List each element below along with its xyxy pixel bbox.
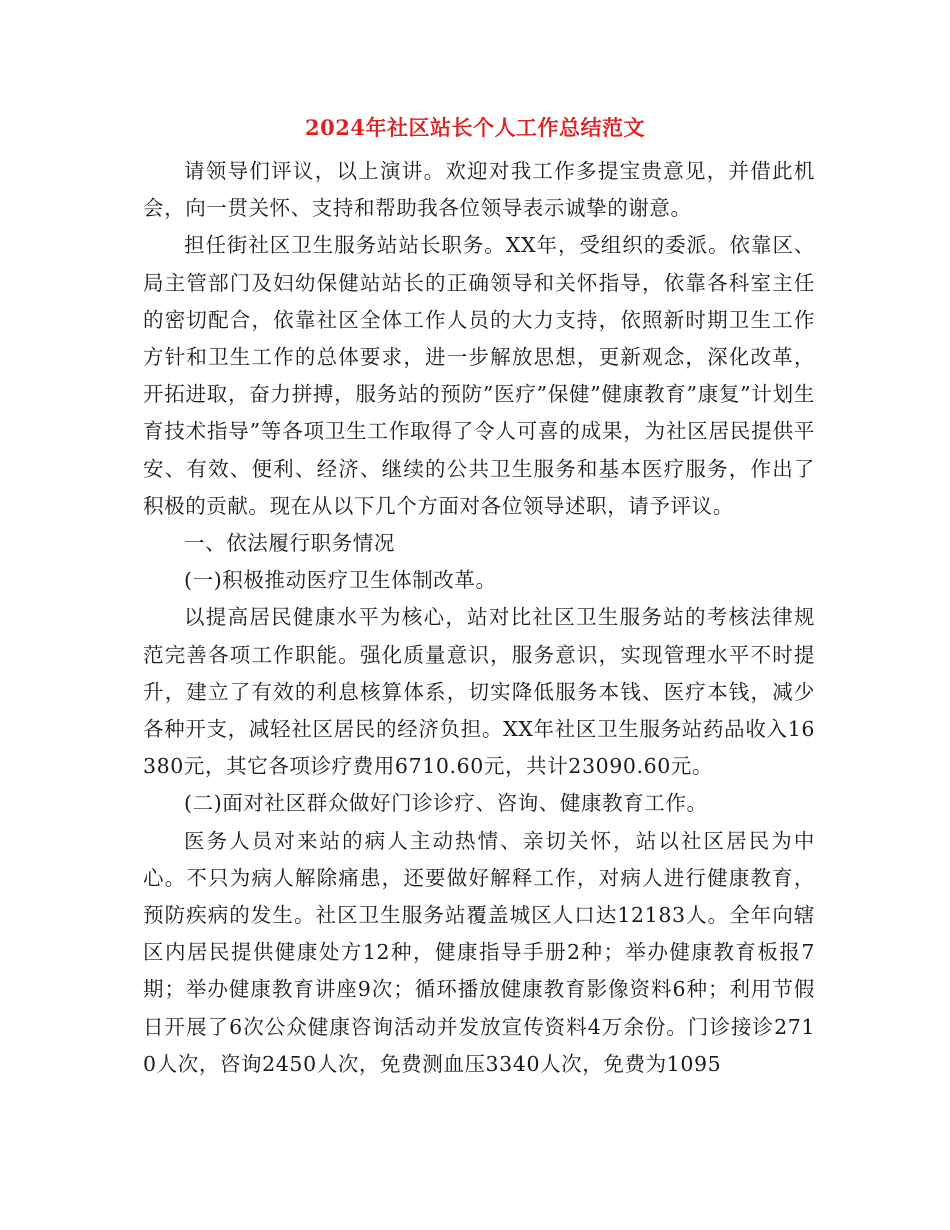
paragraph-outpatient: 医务人员对来站的病人主动热情、亲切关怀，站以社区居民为中心。不只为病人解除痛患，还要做好解释工作，对病人进行健康教育，预防疾病的发生。社区卫生服务站覆盖城区人口达12183人。全年向辖区内居民提供健康处方12种，健康指导手册2种；举办健康教育板报7期；举办健康教育讲座9次；循环播放健康教育影像资料6种；利用节假日开展了6次公众健康咨询活动并发放宣传资料4万余份。门诊接诊2710人次，咨询2450人次，免费测血压3340人次，免费为1095 xyxy=(143,828,815,1076)
document-body xyxy=(143,153,815,1083)
paragraph-reform: 以提高居民健康水平为核心，站对比社区卫生服务站的考核法律规范完善各项工作职能。强化质量意识，服务意识，实现管理水平不时提升，建立了有效的利息核算体系，切实降低服务本钱、医疗本钱，减少各种开支，减轻社区居民的经济负担。XX年社区卫生服务站药品收入16380元，其它各项诊疗费用6710.60元，共计23090.60元。 xyxy=(143,605,815,779)
section-heading-duties: 一、依法履行职务情况 xyxy=(184,531,395,556)
subsection-heading-outpatient: (二)面对社区群众做好门诊诊疗、咨询、健康教育工作。 xyxy=(184,791,708,816)
paragraph-closing-remarks: 请领导们评议，以上演讲。欢迎对我工作多提宝贵意见，并借此机会，向一贯关怀、支持和帮助我各位领导表示诚挚的谢意。 xyxy=(143,159,815,221)
document-title: 2024年社区站长个人工作总结范文 xyxy=(305,115,645,140)
paragraph-introduction: 担任街社区卫生服务站站长职务。XX年，受组织的委派。依靠区、局主管部门及妇幼保健站站长的正确领导和关怀指导，依靠各科室主任的密切配合，依靠社区全体工作人员的大力支持，依照新时期卫生工作方针和卫生工作的总体要求，进一步解放思想，更新观念，深化改革，开拓进取，奋力拼搏，服务站的预防”医疗”保健”健康教育”康复”计划生育技术指导”等各项卫生工作取得了令人可喜的成果，为社区居民提供平安、有效、便利、经济、继续的公共卫生服务和基本医疗服务，作出了积极的贡献。现在从以下几个方面对各位领导述职，请予评议。 xyxy=(143,233,815,518)
subsection-heading-reform: (一)积极推动医疗卫生体制改革。 xyxy=(184,568,497,593)
